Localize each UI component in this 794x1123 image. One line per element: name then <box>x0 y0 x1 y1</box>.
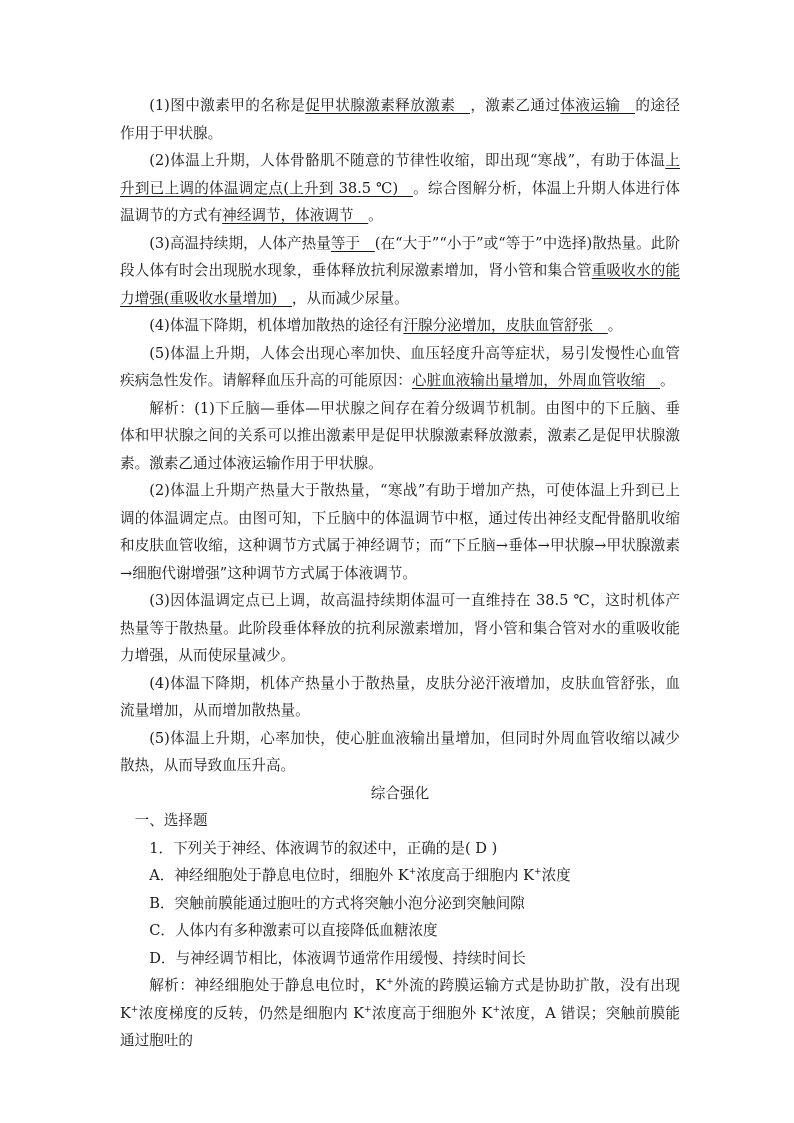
option-d: D．与神经调节相比，体液调节通常作用缓慢、持续时间长 <box>149 949 526 967</box>
answer-blank: 心脏血液输出量增加，外周血管收缩__ <box>411 372 660 389</box>
answer-blank: 上升到已上调的体温调定点(上升到 38.5 ℃)__ <box>120 152 680 197</box>
answer-blank: 等于__ <box>330 234 375 252</box>
question-part-5: (5)体温上升期，人体会出现心率加快、血压轻度升高等症状，易引发慢性心血管疾病急性发作。请解释血压升高的可能原因：心脏血液输出量增加，外周血管收缩__。 <box>120 344 680 389</box>
question-part-4: (4)体温下降期，机体增加散热的途径有汗腺分泌增加，皮肤血管舒张__。 <box>149 317 623 334</box>
question-part-3: (3)高温持续期，人体产热量等于__(在“大于”“小于”或“等于”中选择)散热量。此阶段人体有时会出现脱水现象，垂体释放抗利尿激素增加，肾小管和集合管重吸收水的能力增强(重吸收水量增加)__，从而减少尿量。 <box>120 234 680 307</box>
analysis-paragraph: 解析：神经细胞处于静息电位时，K+外流的跨膜运输方式是协助扩散，没有出现 K+浓度梯度的反转，仍然是细胞内 K+浓度高于细胞外 K+浓度，A 错误；突触前膜能通过胞吐的 <box>120 977 680 1049</box>
analysis-paragraph: (2)体温上升期产热量大于散热量，“寒战”有助于增加产热，可使体温上升到已上调的体温调定点。由图可知，下丘脑中的体温调节中枢，通过传出神经支配骨骼肌收缩和皮肤血管收缩，这种调节方式属于神经调节；而“下丘脑→垂体→甲状腺→甲状腺激素→细胞代谢增强”这种调节方式属于体液调节。 <box>120 482 680 582</box>
question-stem: 1．下列关于神经、体液调节的叙述中，正确的是( D ) <box>149 839 498 857</box>
question-part-2: (2)体温上升期，人体骨骼肌不随意的节律性收缩，即出现“寒战”，有助于体温上升到已上调的体温调定点(上升到 38.5 ℃)__。综合图解分析，体温上升期人体进行体温调节的方式有神经调节，体液调节__。 <box>120 152 680 224</box>
document-body <box>120 92 680 1055</box>
subsection-title: 一、选择题 <box>134 812 208 829</box>
analysis-paragraph: (4)体温下降期，机体产热量小于散热量，皮肤分泌汗液增加，皮肤血管舒张，血流量增加，从而增加散热量。 <box>120 674 680 719</box>
option-b: B．突触前膜能通过胞吐的方式将突触小泡分泌到突触间隙 <box>149 894 525 912</box>
answer-blank: 重吸收水的能力增强(重吸收水量增加)__ <box>120 262 680 307</box>
answer-blank: 汗腺分泌增加，皮肤血管舒张__ <box>403 317 608 334</box>
question-part-1: (1)图中激素甲的名称是促甲状腺激素释放激素__，激素乙通过体液运输__的途径作用于甲状腺。 <box>120 97 680 142</box>
analysis-paragraph: 解析：(1)下丘脑—垂体—甲状腺之间存在着分级调节机制。由图中的下丘脑、垂体和甲状腺之间的关系可以推出激素甲是促甲状腺激素释放激素，激素乙是促甲状腺激素。激素乙通过体液运输作用于甲状腺。 <box>120 399 680 472</box>
option-c: C．人体内有多种激素可以直接降低血糖浓度 <box>149 922 438 939</box>
option-a: A．神经细胞处于静息电位时，细胞外 K+浓度高于细胞内 K+浓度 <box>149 867 571 884</box>
answer-blank: 神经调节，体液调节__ <box>222 207 369 224</box>
analysis-paragraph: (3)因体温调定点已上调，故高温持续期体温可一直维持在 38.5 ℃，这时机体产热量等于散热量。此阶段垂体释放的抗利尿激素增加，肾小管和集合管对水的重吸收能力增强，从而使尿量减少。 <box>120 592 680 664</box>
answer-blank: 促甲状腺激素释放激素__ <box>305 97 470 114</box>
analysis-paragraph: (5)体温上升期，心率加快，使心脏血液输出量增加，但同时外周血管收缩以减少散热，从而导致血压升高。 <box>120 729 680 774</box>
section-title: 综合强化 <box>370 784 430 802</box>
answer-blank: 体液运输__ <box>560 97 635 114</box>
